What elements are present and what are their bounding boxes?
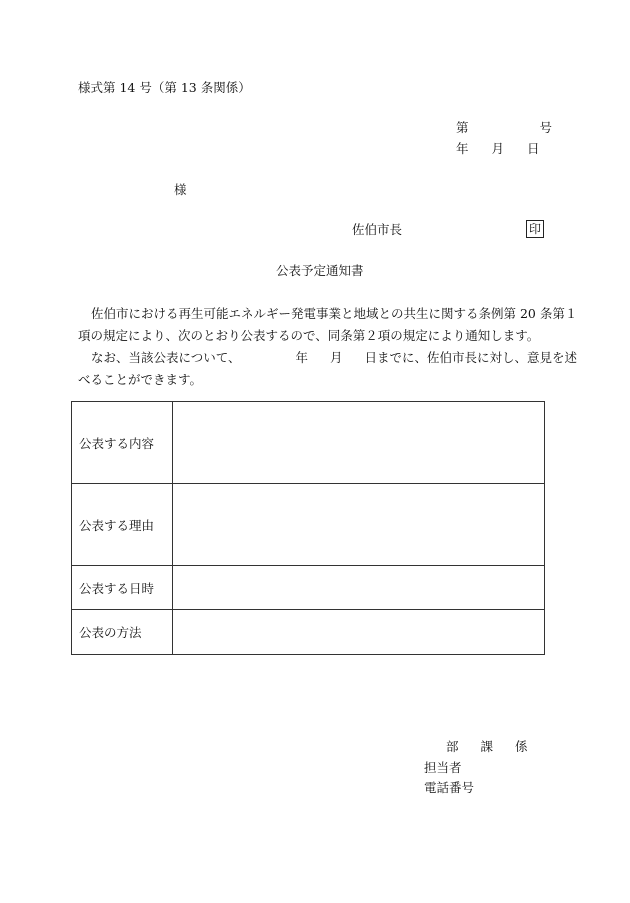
publication-table: [71, 401, 545, 655]
row-value-content: [173, 402, 545, 484]
document-number-dai: 第: [456, 120, 469, 135]
contact-person-label: 担当者: [424, 760, 462, 775]
table-row: [72, 402, 545, 484]
contact-phone-label: 電話番号: [424, 780, 475, 795]
document-number-go: 号: [539, 120, 553, 135]
sender-name: 佐伯市長: [352, 222, 403, 237]
row-label-method: 公表の方法: [72, 610, 173, 655]
body-para1-line2: 項の規定により、次のとおり公表するので、同条第２項の規定により通知します。: [78, 328, 540, 343]
body-para1-line1: 佐伯市における再生可能エネルギー発電事業と地域との共生に関する条例第 20 条第１: [91, 306, 578, 321]
date-month: 月: [491, 141, 505, 156]
addressee-suffix: 様: [174, 182, 187, 197]
row-label-content: 公表する内容: [72, 402, 173, 484]
document-title: 公表予定通知書: [276, 263, 364, 278]
body-para2-line2: べることができます。: [78, 372, 203, 387]
row-label-reason: 公表する理由: [72, 484, 173, 566]
table-row: [72, 484, 545, 566]
contact-section: 課: [480, 739, 494, 754]
row-label-datetime: 公表する日時: [72, 566, 173, 610]
document-number: [456, 122, 552, 135]
row-value-datetime: [173, 566, 545, 610]
contact-department-line: [446, 741, 528, 754]
table-row: [72, 610, 545, 655]
contact-unit: 係: [515, 739, 528, 754]
seal-mark: 印: [526, 220, 544, 238]
form-number: 様式第 14 号（第 13 条関係）: [78, 80, 251, 95]
date-year: 年: [456, 141, 469, 156]
body-para2-text-b: 日までに、佐伯市長に対し、意見を述: [364, 350, 578, 365]
body-para2-year: 年: [295, 350, 309, 365]
body-para2-line1: [78, 347, 578, 369]
contact-department: 部: [446, 739, 459, 754]
body-text: [78, 303, 578, 391]
table-row: [72, 566, 545, 610]
row-value-method: [173, 610, 545, 655]
date-day: 日: [527, 141, 540, 156]
row-value-reason: [173, 484, 545, 566]
body-para2-text-a: なお、当該公表について、: [91, 350, 241, 365]
document-date: [456, 143, 540, 156]
body-para2-month: 月: [330, 350, 343, 365]
